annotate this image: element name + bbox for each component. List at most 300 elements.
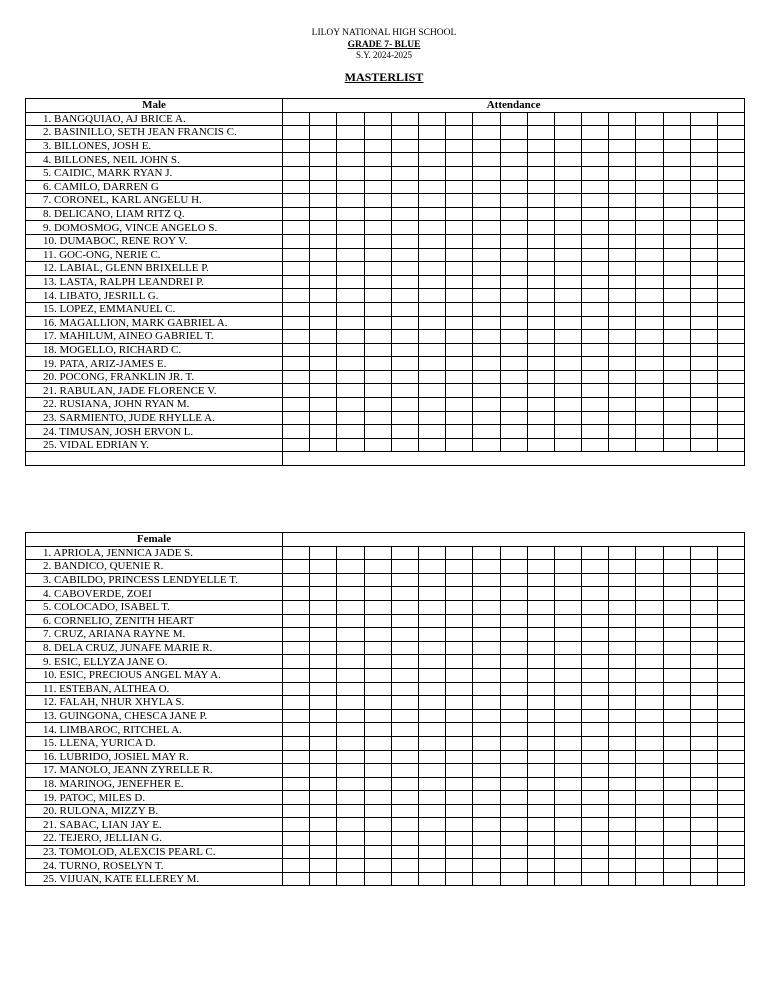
attendance-cell[interactable] <box>418 804 445 818</box>
attendance-cell[interactable] <box>663 384 690 398</box>
attendance-cell[interactable] <box>582 194 609 208</box>
attendance-cell[interactable] <box>500 600 527 614</box>
attendance-cell[interactable] <box>337 207 364 221</box>
attendance-cell[interactable] <box>473 126 500 140</box>
attendance-cell[interactable] <box>718 628 745 642</box>
attendance-cell[interactable] <box>310 357 337 371</box>
attendance-cell[interactable] <box>446 411 473 425</box>
attendance-cell[interactable] <box>718 872 745 886</box>
attendance-cell[interactable] <box>663 628 690 642</box>
attendance-cell[interactable] <box>690 343 717 357</box>
attendance-cell[interactable] <box>718 764 745 778</box>
attendance-cell[interactable] <box>718 302 745 316</box>
attendance-cell[interactable] <box>418 573 445 587</box>
attendance-cell[interactable] <box>609 438 636 452</box>
attendance-cell[interactable] <box>636 166 663 180</box>
attendance-cell[interactable] <box>446 859 473 873</box>
attendance-cell[interactable] <box>636 343 663 357</box>
attendance-cell[interactable] <box>636 112 663 126</box>
attendance-cell[interactable] <box>718 750 745 764</box>
attendance-cell[interactable] <box>718 398 745 412</box>
attendance-cell[interactable] <box>364 859 391 873</box>
attendance-cell[interactable] <box>473 818 500 832</box>
attendance-cell[interactable] <box>636 221 663 235</box>
attendance-cell[interactable] <box>283 587 310 601</box>
attendance-cell[interactable] <box>527 357 554 371</box>
attendance-cell[interactable] <box>364 330 391 344</box>
attendance-cell[interactable] <box>391 750 418 764</box>
attendance-cell[interactable] <box>636 438 663 452</box>
attendance-cell[interactable] <box>337 777 364 791</box>
attendance-cell[interactable] <box>690 655 717 669</box>
attendance-cell[interactable] <box>418 723 445 737</box>
attendance-cell[interactable] <box>418 791 445 805</box>
attendance-cell[interactable] <box>283 628 310 642</box>
attendance-cell[interactable] <box>636 736 663 750</box>
attendance-cell[interactable] <box>636 357 663 371</box>
attendance-cell[interactable] <box>663 696 690 710</box>
attendance-cell[interactable] <box>609 139 636 153</box>
attendance-cell[interactable] <box>582 845 609 859</box>
attendance-cell[interactable] <box>391 343 418 357</box>
attendance-cell[interactable] <box>609 289 636 303</box>
attendance-cell[interactable] <box>418 411 445 425</box>
attendance-cell[interactable] <box>364 112 391 126</box>
attendance-cell[interactable] <box>663 668 690 682</box>
attendance-cell[interactable] <box>554 275 581 289</box>
attendance-cell[interactable] <box>527 289 554 303</box>
attendance-cell[interactable] <box>310 234 337 248</box>
attendance-cell[interactable] <box>337 696 364 710</box>
attendance-cell[interactable] <box>337 302 364 316</box>
attendance-cell[interactable] <box>473 614 500 628</box>
attendance-cell[interactable] <box>283 425 310 439</box>
attendance-cell[interactable] <box>609 587 636 601</box>
attendance-cell[interactable] <box>391 600 418 614</box>
attendance-cell[interactable] <box>609 791 636 805</box>
attendance-cell[interactable] <box>310 573 337 587</box>
attendance-cell[interactable] <box>554 425 581 439</box>
attendance-cell[interactable] <box>527 832 554 846</box>
attendance-cell[interactable] <box>636 641 663 655</box>
attendance-cell[interactable] <box>391 221 418 235</box>
attendance-cell[interactable] <box>636 587 663 601</box>
attendance-cell[interactable] <box>690 425 717 439</box>
attendance-cell[interactable] <box>364 832 391 846</box>
attendance-cell[interactable] <box>364 872 391 886</box>
attendance-cell[interactable] <box>391 153 418 167</box>
attendance-cell[interactable] <box>609 398 636 412</box>
attendance-cell[interactable] <box>337 194 364 208</box>
attendance-cell[interactable] <box>690 289 717 303</box>
attendance-cell[interactable] <box>446 709 473 723</box>
attendance-cell[interactable] <box>310 411 337 425</box>
attendance-cell[interactable] <box>582 587 609 601</box>
attendance-cell[interactable] <box>418 180 445 194</box>
attendance-cell[interactable] <box>310 275 337 289</box>
attendance-cell[interactable] <box>364 262 391 276</box>
attendance-cell[interactable] <box>609 628 636 642</box>
attendance-cell[interactable] <box>473 709 500 723</box>
attendance-cell[interactable] <box>690 668 717 682</box>
attendance-cell[interactable] <box>310 166 337 180</box>
attendance-cell[interactable] <box>364 221 391 235</box>
attendance-cell[interactable] <box>500 804 527 818</box>
attendance-cell[interactable] <box>391 112 418 126</box>
attendance-cell[interactable] <box>418 234 445 248</box>
attendance-cell[interactable] <box>554 614 581 628</box>
attendance-cell[interactable] <box>582 139 609 153</box>
attendance-cell[interactable] <box>718 112 745 126</box>
attendance-cell[interactable] <box>337 370 364 384</box>
attendance-cell[interactable] <box>663 153 690 167</box>
attendance-cell[interactable] <box>663 411 690 425</box>
attendance-cell[interactable] <box>310 750 337 764</box>
attendance-cell[interactable] <box>527 859 554 873</box>
attendance-cell[interactable] <box>446 275 473 289</box>
attendance-cell[interactable] <box>310 207 337 221</box>
attendance-cell[interactable] <box>718 425 745 439</box>
attendance-cell[interactable] <box>527 573 554 587</box>
attendance-cell[interactable] <box>609 221 636 235</box>
attendance-cell[interactable] <box>391 398 418 412</box>
attendance-cell[interactable] <box>337 764 364 778</box>
attendance-cell[interactable] <box>690 641 717 655</box>
attendance-cell[interactable] <box>500 221 527 235</box>
attendance-cell[interactable] <box>609 330 636 344</box>
attendance-cell[interactable] <box>283 682 310 696</box>
attendance-cell[interactable] <box>554 153 581 167</box>
attendance-cell[interactable] <box>636 818 663 832</box>
attendance-cell[interactable] <box>391 234 418 248</box>
attendance-cell[interactable] <box>554 804 581 818</box>
attendance-cell[interactable] <box>554 587 581 601</box>
attendance-cell[interactable] <box>391 357 418 371</box>
attendance-cell[interactable] <box>446 655 473 669</box>
attendance-cell[interactable] <box>310 438 337 452</box>
attendance-cell[interactable] <box>527 248 554 262</box>
attendance-cell[interactable] <box>310 628 337 642</box>
attendance-cell[interactable] <box>391 777 418 791</box>
attendance-cell[interactable] <box>283 859 310 873</box>
attendance-cell[interactable] <box>718 207 745 221</box>
attendance-cell[interactable] <box>609 696 636 710</box>
attendance-cell[interactable] <box>364 804 391 818</box>
attendance-cell[interactable] <box>663 872 690 886</box>
attendance-cell[interactable] <box>364 411 391 425</box>
attendance-cell[interactable] <box>337 398 364 412</box>
attendance-cell[interactable] <box>310 723 337 737</box>
attendance-cell[interactable] <box>446 126 473 140</box>
attendance-cell[interactable] <box>663 573 690 587</box>
attendance-cell[interactable] <box>337 411 364 425</box>
attendance-cell[interactable] <box>554 330 581 344</box>
attendance-cell[interactable] <box>500 818 527 832</box>
attendance-cell[interactable] <box>337 641 364 655</box>
attendance-cell[interactable] <box>310 425 337 439</box>
attendance-cell[interactable] <box>391 560 418 574</box>
attendance-cell[interactable] <box>418 330 445 344</box>
attendance-cell[interactable] <box>500 750 527 764</box>
attendance-cell[interactable] <box>473 289 500 303</box>
attendance-cell[interactable] <box>473 275 500 289</box>
attendance-cell[interactable] <box>310 872 337 886</box>
attendance-cell[interactable] <box>473 302 500 316</box>
attendance-cell[interactable] <box>718 166 745 180</box>
attendance-cell[interactable] <box>446 641 473 655</box>
attendance-cell[interactable] <box>690 600 717 614</box>
attendance-cell[interactable] <box>609 723 636 737</box>
attendance-cell[interactable] <box>500 655 527 669</box>
attendance-cell[interactable] <box>663 425 690 439</box>
attendance-cell[interactable] <box>582 668 609 682</box>
attendance-cell[interactable] <box>690 573 717 587</box>
attendance-cell[interactable] <box>718 411 745 425</box>
attendance-cell[interactable] <box>636 194 663 208</box>
attendance-cell[interactable] <box>636 330 663 344</box>
attendance-cell[interactable] <box>473 723 500 737</box>
attendance-cell[interactable] <box>364 438 391 452</box>
attendance-cell[interactable] <box>500 641 527 655</box>
attendance-cell[interactable] <box>636 804 663 818</box>
attendance-cell[interactable] <box>527 384 554 398</box>
attendance-cell[interactable] <box>418 641 445 655</box>
attendance-cell[interactable] <box>391 207 418 221</box>
attendance-cell[interactable] <box>609 302 636 316</box>
attendance-cell[interactable] <box>500 316 527 330</box>
attendance-cell[interactable] <box>418 668 445 682</box>
attendance-cell[interactable] <box>310 804 337 818</box>
attendance-cell[interactable] <box>473 112 500 126</box>
attendance-cell[interactable] <box>690 275 717 289</box>
attendance-cell[interactable] <box>636 668 663 682</box>
attendance-cell[interactable] <box>718 573 745 587</box>
attendance-cell[interactable] <box>500 832 527 846</box>
attendance-cell[interactable] <box>337 736 364 750</box>
attendance-cell[interactable] <box>582 655 609 669</box>
attendance-cell[interactable] <box>609 641 636 655</box>
attendance-cell[interactable] <box>663 207 690 221</box>
attendance-cell[interactable] <box>473 384 500 398</box>
attendance-cell[interactable] <box>718 832 745 846</box>
attendance-cell[interactable] <box>283 546 310 560</box>
attendance-cell[interactable] <box>473 153 500 167</box>
attendance-cell[interactable] <box>582 438 609 452</box>
attendance-cell[interactable] <box>582 736 609 750</box>
attendance-cell[interactable] <box>446 289 473 303</box>
attendance-cell[interactable] <box>636 207 663 221</box>
attendance-cell[interactable] <box>446 845 473 859</box>
attendance-cell[interactable] <box>337 425 364 439</box>
attendance-cell[interactable] <box>418 384 445 398</box>
attendance-cell[interactable] <box>554 248 581 262</box>
attendance-cell[interactable] <box>473 370 500 384</box>
attendance-cell[interactable] <box>500 546 527 560</box>
attendance-cell[interactable] <box>391 655 418 669</box>
attendance-cell[interactable] <box>283 723 310 737</box>
attendance-cell[interactable] <box>473 180 500 194</box>
attendance-cell[interactable] <box>391 330 418 344</box>
attendance-cell[interactable] <box>391 546 418 560</box>
attendance-cell[interactable] <box>337 289 364 303</box>
attendance-cell[interactable] <box>500 289 527 303</box>
attendance-cell[interactable] <box>527 845 554 859</box>
attendance-cell[interactable] <box>418 859 445 873</box>
attendance-cell[interactable] <box>636 845 663 859</box>
attendance-cell[interactable] <box>337 587 364 601</box>
attendance-cell[interactable] <box>391 166 418 180</box>
attendance-cell[interactable] <box>636 370 663 384</box>
attendance-cell[interactable] <box>391 818 418 832</box>
attendance-cell[interactable] <box>636 126 663 140</box>
attendance-cell[interactable] <box>718 275 745 289</box>
attendance-cell[interactable] <box>446 614 473 628</box>
attendance-cell[interactable] <box>690 872 717 886</box>
attendance-cell[interactable] <box>663 234 690 248</box>
attendance-cell[interactable] <box>473 438 500 452</box>
attendance-cell[interactable] <box>500 207 527 221</box>
attendance-cell[interactable] <box>337 832 364 846</box>
attendance-cell[interactable] <box>500 370 527 384</box>
attendance-cell[interactable] <box>446 330 473 344</box>
attendance-cell[interactable] <box>283 234 310 248</box>
attendance-cell[interactable] <box>418 275 445 289</box>
attendance-cell[interactable] <box>364 207 391 221</box>
attendance-cell[interactable] <box>609 709 636 723</box>
attendance-cell[interactable] <box>527 614 554 628</box>
attendance-cell[interactable] <box>364 275 391 289</box>
attendance-cell[interactable] <box>663 859 690 873</box>
attendance-cell[interactable] <box>473 628 500 642</box>
attendance-cell[interactable] <box>364 546 391 560</box>
attendance-cell[interactable] <box>690 357 717 371</box>
attendance-cell[interactable] <box>391 262 418 276</box>
attendance-cell[interactable] <box>364 289 391 303</box>
attendance-cell[interactable] <box>473 832 500 846</box>
attendance-cell[interactable] <box>554 546 581 560</box>
attendance-cell[interactable] <box>283 316 310 330</box>
attendance-cell[interactable] <box>554 723 581 737</box>
attendance-cell[interactable] <box>391 641 418 655</box>
attendance-cell[interactable] <box>310 764 337 778</box>
attendance-cell[interactable] <box>663 139 690 153</box>
attendance-cell[interactable] <box>636 682 663 696</box>
attendance-cell[interactable] <box>500 872 527 886</box>
attendance-cell[interactable] <box>718 736 745 750</box>
attendance-cell[interactable] <box>609 777 636 791</box>
attendance-cell[interactable] <box>582 764 609 778</box>
attendance-cell[interactable] <box>418 736 445 750</box>
attendance-cell[interactable] <box>283 791 310 805</box>
attendance-cell[interactable] <box>527 641 554 655</box>
attendance-cell[interactable] <box>473 194 500 208</box>
attendance-cell[interactable] <box>283 818 310 832</box>
attendance-cell[interactable] <box>364 234 391 248</box>
attendance-cell[interactable] <box>446 302 473 316</box>
attendance-cell[interactable] <box>636 139 663 153</box>
attendance-cell[interactable] <box>663 438 690 452</box>
attendance-cell[interactable] <box>473 750 500 764</box>
attendance-cell[interactable] <box>527 546 554 560</box>
attendance-cell[interactable] <box>283 194 310 208</box>
attendance-cell[interactable] <box>663 764 690 778</box>
attendance-cell[interactable] <box>582 425 609 439</box>
attendance-cell[interactable] <box>418 832 445 846</box>
attendance-cell[interactable] <box>554 845 581 859</box>
attendance-cell[interactable] <box>582 600 609 614</box>
attendance-cell[interactable] <box>554 411 581 425</box>
attendance-cell[interactable] <box>554 370 581 384</box>
attendance-cell[interactable] <box>337 614 364 628</box>
attendance-cell[interactable] <box>690 153 717 167</box>
attendance-cell[interactable] <box>283 560 310 574</box>
attendance-cell[interactable] <box>690 764 717 778</box>
attendance-cell[interactable] <box>473 425 500 439</box>
attendance-cell[interactable] <box>337 709 364 723</box>
attendance-cell[interactable] <box>663 736 690 750</box>
attendance-cell[interactable] <box>310 560 337 574</box>
attendance-cell[interactable] <box>718 343 745 357</box>
attendance-cell[interactable] <box>582 832 609 846</box>
attendance-cell[interactable] <box>527 723 554 737</box>
attendance-cell[interactable] <box>554 112 581 126</box>
attendance-cell[interactable] <box>636 859 663 873</box>
attendance-cell[interactable] <box>690 818 717 832</box>
attendance-cell[interactable] <box>500 234 527 248</box>
attendance-cell[interactable] <box>690 750 717 764</box>
attendance-cell[interactable] <box>663 330 690 344</box>
attendance-cell[interactable] <box>473 696 500 710</box>
attendance-cell[interactable] <box>364 180 391 194</box>
attendance-cell[interactable] <box>554 573 581 587</box>
attendance-cell[interactable] <box>500 411 527 425</box>
attendance-cell[interactable] <box>554 194 581 208</box>
attendance-cell[interactable] <box>446 248 473 262</box>
attendance-cell[interactable] <box>446 180 473 194</box>
attendance-cell[interactable] <box>391 804 418 818</box>
attendance-cell[interactable] <box>283 357 310 371</box>
attendance-cell[interactable] <box>473 234 500 248</box>
attendance-cell[interactable] <box>582 872 609 886</box>
attendance-cell[interactable] <box>500 357 527 371</box>
attendance-cell[interactable] <box>609 166 636 180</box>
attendance-cell[interactable] <box>391 791 418 805</box>
attendance-cell[interactable] <box>690 180 717 194</box>
attendance-cell[interactable] <box>364 560 391 574</box>
attendance-cell[interactable] <box>718 818 745 832</box>
attendance-cell[interactable] <box>391 275 418 289</box>
attendance-cell[interactable] <box>418 560 445 574</box>
attendance-cell[interactable] <box>418 614 445 628</box>
attendance-cell[interactable] <box>527 696 554 710</box>
attendance-cell[interactable] <box>718 180 745 194</box>
attendance-cell[interactable] <box>527 750 554 764</box>
attendance-cell[interactable] <box>473 668 500 682</box>
attendance-cell[interactable] <box>690 194 717 208</box>
attendance-cell[interactable] <box>391 682 418 696</box>
attendance-cell[interactable] <box>527 302 554 316</box>
attendance-cell[interactable] <box>500 682 527 696</box>
attendance-cell[interactable] <box>554 872 581 886</box>
attendance-cell[interactable] <box>446 207 473 221</box>
attendance-cell[interactable] <box>582 302 609 316</box>
attendance-cell[interactable] <box>609 343 636 357</box>
attendance-cell[interactable] <box>663 777 690 791</box>
attendance-cell[interactable] <box>310 682 337 696</box>
attendance-cell[interactable] <box>310 330 337 344</box>
attendance-cell[interactable] <box>310 153 337 167</box>
attendance-cell[interactable] <box>663 302 690 316</box>
